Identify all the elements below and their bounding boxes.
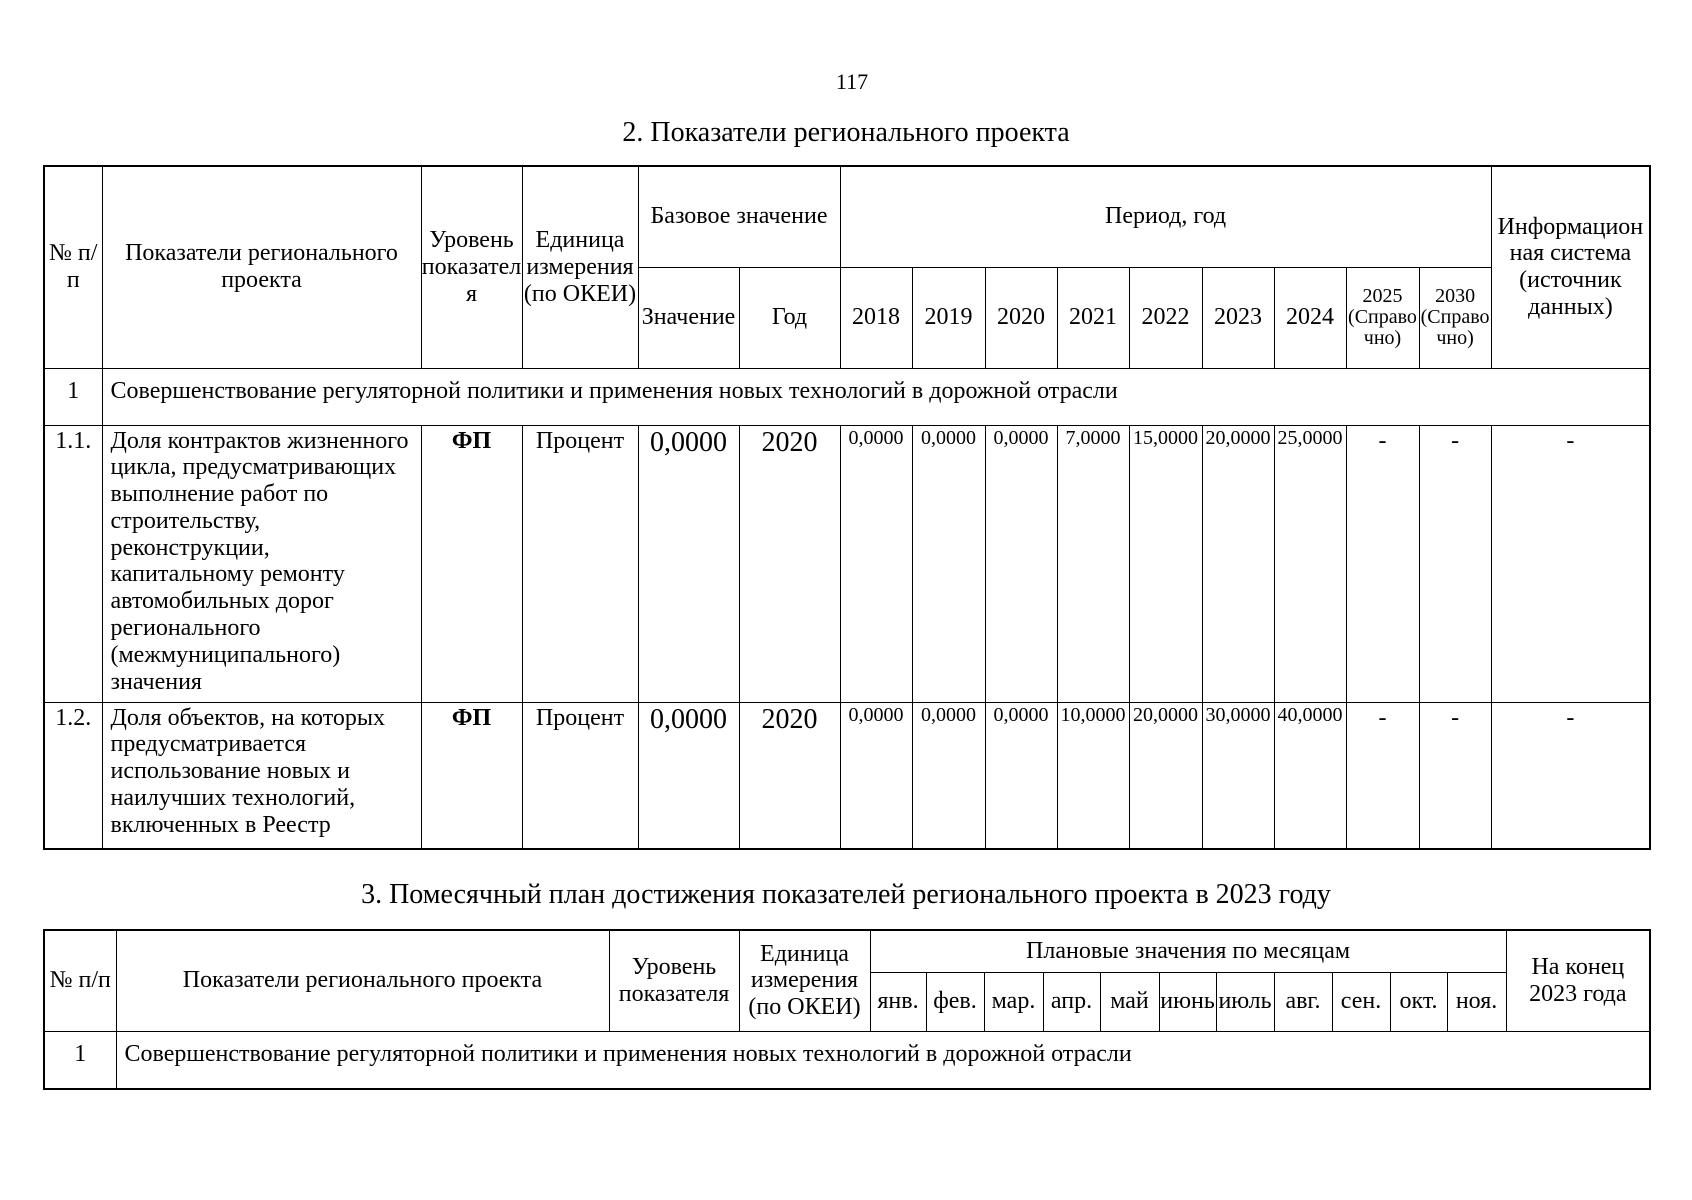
header-month: июнь — [1159, 972, 1216, 1031]
group-name: Совершенствование регуляторной политики и применения новых технологий в дорожной отрасли — [116, 1031, 1650, 1089]
header-month: май — [1100, 972, 1159, 1031]
row-year-value: 10,0000 — [1057, 702, 1129, 849]
header-year: 2023 — [1202, 267, 1274, 368]
header-month: апр. — [1043, 972, 1100, 1031]
row-year-value: 0,0000 — [840, 425, 912, 702]
row-year-value: - — [1419, 702, 1491, 849]
indicators-table — [43, 165, 1651, 850]
row-level: ФП — [421, 702, 522, 849]
group-name: Совершенствование регуляторной политики и применения новых технологий в дорожной отрасли — [102, 368, 1650, 425]
header-month: ноя. — [1447, 972, 1506, 1031]
header-year: 2024 — [1274, 267, 1346, 368]
header-period: Период, год — [840, 166, 1491, 267]
header-indicator-name: Показатели регионального проекта — [116, 930, 609, 1031]
group-row — [44, 368, 1650, 425]
row-base-value: 0,0000 — [638, 702, 739, 849]
header-month: фев. — [926, 972, 984, 1031]
row-num: 1.2. — [44, 702, 102, 849]
header-year: 2022 — [1129, 267, 1202, 368]
header-month: сен. — [1332, 972, 1390, 1031]
header-unit: Единица измерения (по ОКЕИ) — [739, 930, 870, 1031]
row-year-value: 40,0000 — [1274, 702, 1346, 849]
header-month: июль — [1216, 972, 1274, 1031]
row-year-value: - — [1346, 425, 1419, 702]
header-month: авг. — [1274, 972, 1332, 1031]
row-year-value: 30,0000 — [1202, 702, 1274, 849]
header-indicator-name: Показатели регионального проекта — [102, 166, 421, 368]
section-2-title: 2. Показатели регионального проекта — [622, 117, 1070, 148]
table-row — [44, 702, 1650, 849]
row-base-year: 2020 — [739, 425, 840, 702]
header-info-system: Информационная система (источник данных) — [1491, 166, 1650, 368]
header-base-value-group: Базовое значение — [638, 166, 840, 267]
row-year-value: 0,0000 — [912, 425, 985, 702]
header-base-value: Значение — [638, 267, 739, 368]
row-year-value: - — [1419, 425, 1491, 702]
header-year: 2019 — [912, 267, 985, 368]
header-unit: Единица измерения (по ОКЕИ) — [522, 166, 638, 368]
row-info-system: - — [1491, 425, 1650, 702]
row-base-year: 2020 — [739, 702, 840, 849]
row-year-value: 0,0000 — [912, 702, 985, 849]
row-year-value: 25,0000 — [1274, 425, 1346, 702]
header-month: мар. — [984, 972, 1043, 1031]
header-year: 2020 — [985, 267, 1057, 368]
header-row-top — [44, 930, 1650, 972]
header-planned-by-month: Плановые значения по месяцам — [870, 930, 1506, 972]
row-info-system: - — [1491, 702, 1650, 849]
row-unit: Процент — [522, 702, 638, 849]
row-year-value: 20,0000 — [1129, 702, 1202, 849]
header-num: № п/п — [44, 166, 102, 368]
row-indicator-name: Доля контрактов жизненного цикла, предусматривающих выполнение работ по строительству, реконструкции, капитальному ремонту автомобильных дорог регионального (межмуниципального) значения — [102, 425, 421, 702]
header-year-reference: 2030 (Справочно) — [1419, 267, 1491, 368]
header-year-reference: 2025 (Справочно) — [1346, 267, 1419, 368]
row-year-value: - — [1346, 702, 1419, 849]
header-year-end: На конец 2023 года — [1506, 930, 1650, 1031]
header-level: Уровень показателя — [421, 166, 522, 368]
header-month: окт. — [1390, 972, 1447, 1031]
row-year-value: 15,0000 — [1129, 425, 1202, 702]
header-level: Уровень показателя — [609, 930, 739, 1031]
row-num: 1.1. — [44, 425, 102, 702]
row-year-value: 20,0000 — [1202, 425, 1274, 702]
header-year: 2021 — [1057, 267, 1129, 368]
header-month: янв. — [870, 972, 926, 1031]
header-row-top — [44, 166, 1650, 267]
monthly-plan-table — [43, 929, 1651, 1090]
group-row — [44, 1031, 1650, 1089]
section-3-title: 3. Помесячный план достижения показателей регионального проекта в 2023 году — [361, 879, 1331, 910]
row-year-value: 0,0000 — [840, 702, 912, 849]
group-num: 1 — [44, 368, 102, 425]
row-unit: Процент — [522, 425, 638, 702]
header-year: 2018 — [840, 267, 912, 368]
row-year-value: 0,0000 — [985, 702, 1057, 849]
table-row — [44, 425, 1650, 702]
header-num: № п/п — [44, 930, 116, 1031]
group-num: 1 — [44, 1031, 116, 1089]
row-indicator-name: Доля объектов, на которых предусматривается использование новых и наилучших технологий, включенных в Реестр — [102, 702, 421, 849]
row-base-value: 0,0000 — [638, 425, 739, 702]
header-base-year: Год — [739, 267, 840, 368]
page-number: 117 — [835, 69, 869, 94]
row-year-value: 7,0000 — [1057, 425, 1129, 702]
row-year-value: 0,0000 — [985, 425, 1057, 702]
row-level: ФП — [421, 425, 522, 702]
